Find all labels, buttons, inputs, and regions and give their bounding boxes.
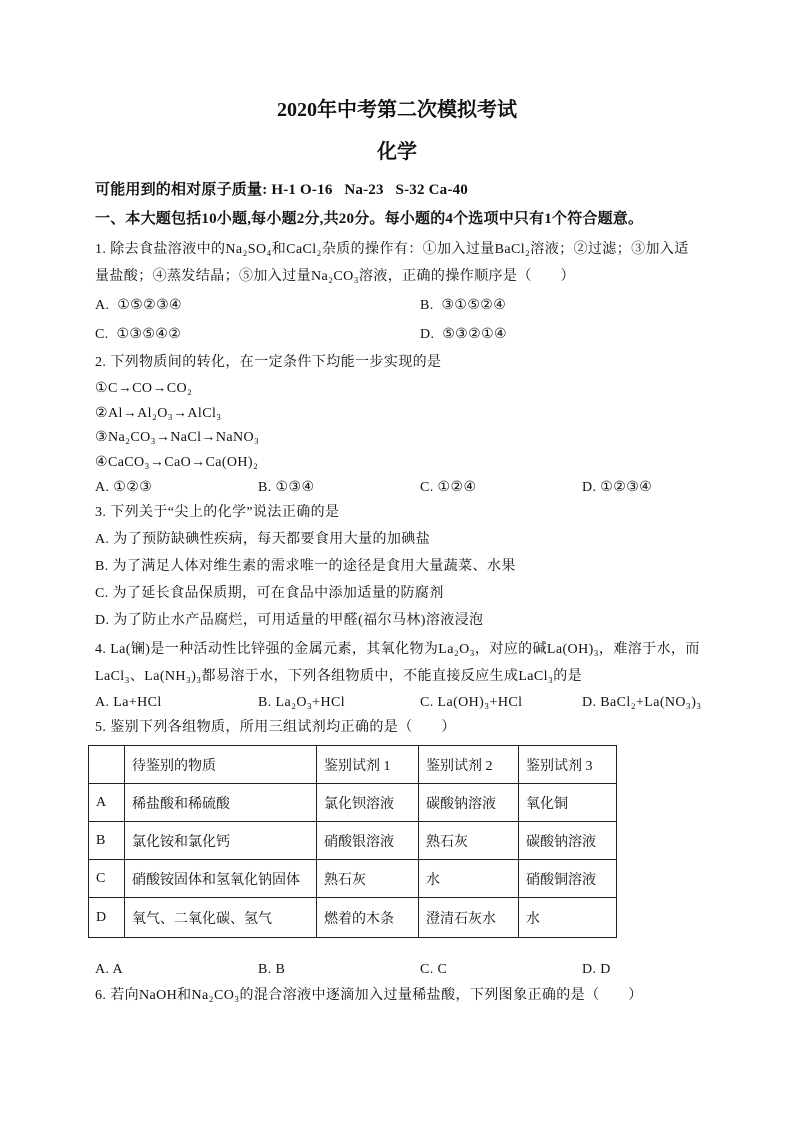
q2-item-1: ①C→CO→CO₂ xyxy=(95,381,193,396)
q2-stem: 2. 下列物质间的转化，在一定条件下均能一步实现的是 xyxy=(95,355,442,370)
q3-option-d: D. 为了防止水产品腐烂，可用适量的甲醛(福尔马林)溶液浸泡 xyxy=(95,613,484,628)
q4-option-a: A. La+HCl xyxy=(95,695,162,710)
q5-option-b: B. B xyxy=(258,962,286,977)
table-cell: D xyxy=(89,898,125,938)
table-header-cell: 鉴别试剂 3 xyxy=(519,746,617,784)
table-row xyxy=(89,822,617,860)
q3-option-a: A. 为了预防缺碘性疾病，每天都要食用大量的加碘盐 xyxy=(95,532,431,547)
table-header-cell: 待鉴别的物质 xyxy=(125,746,317,784)
table-corner-cell xyxy=(89,746,125,784)
q1-option-c: C. ①③⑤④② xyxy=(95,327,182,342)
table-cell: 硝酸铜溶液 xyxy=(519,860,617,898)
q2-item-2: ②Al→Al₂O₃→AlCl₃ xyxy=(95,406,222,421)
table-cell: 燃着的木条 xyxy=(317,898,419,938)
table-cell: 熟石灰 xyxy=(419,822,519,860)
q4-stem-line-2: LaCl₃、La(NH₃)₃都易溶于水，下列各组物质中，不能直接反应生成LaCl₃的是 xyxy=(95,669,583,684)
q2-option-a: A. ①②③ xyxy=(95,480,153,495)
q6-stem: 6. 若向NaOH和Na₂CO₃的混合溶液中逐滴加入过量稀盐酸，下列图象正确的是（ ） xyxy=(95,988,643,1003)
q3-stem: 3. 下列关于“尖上的化学”说法正确的是 xyxy=(95,505,340,520)
q3-option-b: B. 为了满足人体对维生素的需求唯一的途径是食用大量蔬菜、水果 xyxy=(95,559,516,574)
table-cell: 硝酸铵固体和氢氧化钠固体 xyxy=(125,860,317,898)
q4-option-c: C. La(OH)₃+HCl xyxy=(420,695,523,710)
q1-stem-line-2: 量盐酸；④蒸发结晶；⑤加入过量Na₂CO₃溶液，正确的操作顺序是（ ） xyxy=(95,269,575,284)
table-header-cell: 鉴别试剂 1 xyxy=(317,746,419,784)
q5-option-c: C. C xyxy=(420,962,448,977)
q1-option-d: D. ⑤③②①④ xyxy=(420,327,507,342)
q3-option-c: C. 为了延长食品保质期，可在食品中添加适量的防腐剂 xyxy=(95,586,444,601)
q2-option-b: B. ①③④ xyxy=(258,480,315,495)
q1-option-a: A. ①⑤②③④ xyxy=(95,298,182,313)
q5-option-a: A. A xyxy=(95,962,124,977)
q1-option-b: B. ③①⑤②④ xyxy=(420,298,507,313)
q1-stem-line-1: 1. 除去食盐溶液中的Na₂SO₄和CaCl₂杂质的操作有：①加入过量BaCl₂溶液；②过滤；③加入适 xyxy=(95,242,689,257)
table-cell: 氧化铜 xyxy=(519,784,617,822)
table-cell: 氯化铵和氯化钙 xyxy=(125,822,317,860)
exam-title: 2020年中考第二次模拟考试 xyxy=(277,99,517,121)
table-row xyxy=(89,898,617,938)
table-cell: B xyxy=(89,822,125,860)
q4-option-b: B. La₂O₃+HCl xyxy=(258,695,346,710)
table-header-row xyxy=(89,746,617,784)
section-heading: 一、本大题包括10小题,每小题2分,共20分。每小题的4个选项中只有1个符合题意。 xyxy=(95,211,644,227)
q2-item-4: ④CaCO₃→CaO→Ca(OH)₂ xyxy=(95,455,259,470)
table-cell: 稀盐酸和稀硫酸 xyxy=(125,784,317,822)
table-cell: C xyxy=(89,860,125,898)
q4-option-d: D. BaCl₂+La(NO₃)₃ xyxy=(582,695,702,710)
q2-item-3: ③Na₂CO₃→NaCl→NaNO₃ xyxy=(95,430,260,445)
table-cell: 氧气、二氧化碳、氢气 xyxy=(125,898,317,938)
q5-option-d: D. D xyxy=(582,962,611,977)
table-cell: 澄清石灰水 xyxy=(419,898,519,938)
table-cell: 碳酸钠溶液 xyxy=(419,784,519,822)
table-cell: 氯化钡溶液 xyxy=(317,784,419,822)
q5-stem: 5. 鉴别下列各组物质，所用三组试剂均正确的是（ ） xyxy=(95,720,456,735)
exam-subject: 化学 xyxy=(377,141,417,163)
table-cell: 水 xyxy=(519,898,617,938)
table-row xyxy=(89,784,617,822)
table-cell: A xyxy=(89,784,125,822)
table-cell: 碳酸钠溶液 xyxy=(519,822,617,860)
q4-stem-line-1: 4. La(镧)是一种活动性比锌强的金属元素，其氧化物为La₂O₃，对应的碱La(OH)₃，难溶于水，而 xyxy=(95,642,700,657)
q2-option-d: D. ①②③④ xyxy=(582,480,653,495)
table-cell: 硝酸银溶液 xyxy=(317,822,419,860)
q2-option-c: C. ①②④ xyxy=(420,480,477,495)
atomic-masses-line: 可能用到的相对原子质量: H-1 O-16 Na-23 S-32 Ca-40 xyxy=(95,182,468,198)
q5-reagent-table xyxy=(88,745,617,938)
table-cell: 水 xyxy=(419,860,519,898)
table-header-cell: 鉴别试剂 2 xyxy=(419,746,519,784)
table-row xyxy=(89,860,617,898)
table-cell: 熟石灰 xyxy=(317,860,419,898)
